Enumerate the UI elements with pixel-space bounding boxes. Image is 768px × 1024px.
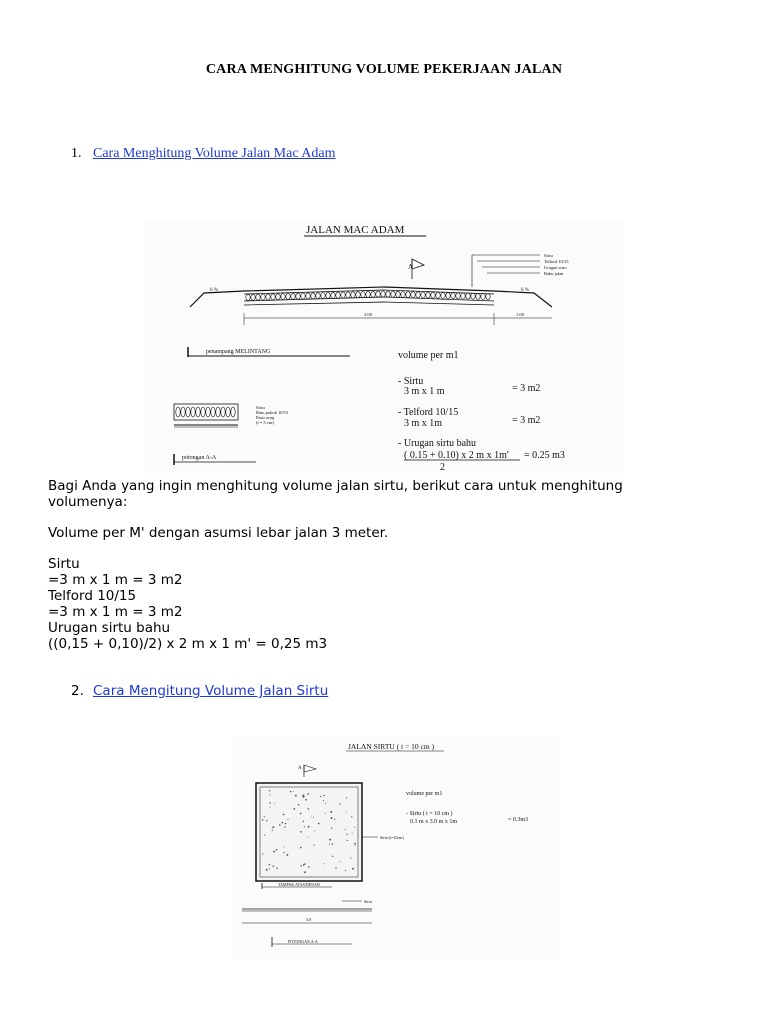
telford-result: = 3 m2 <box>512 415 541 426</box>
urugan-calc: ( 0.15 + 0.10) x 2 m x 1m' <box>404 450 509 461</box>
mac-adam-drawing <box>144 221 624 473</box>
detail-stones <box>176 407 235 417</box>
dim-label: 3.0 <box>306 917 311 922</box>
assumption-paragraph: Volume per M' dengan asumsi lebar jalan 3 meter. <box>48 525 389 541</box>
sirtu-result: = 3 m2 <box>512 383 541 394</box>
telford-calc: 3 m x 1m <box>404 418 443 429</box>
detail-label: (t = 5 cm) <box>256 420 274 425</box>
slope-left: 6 % <box>210 288 218 293</box>
sirtu-label: - Sirtu ( t = 10 cm ) <box>406 811 453 817</box>
urugan-label: - Urugan sirtu bahu <box>398 438 477 449</box>
potongan-label: POTONGAN A-A <box>288 939 318 944</box>
figure-heading: JALAN SIRTU ( t = 10 cm ) <box>348 742 435 751</box>
volume-title: volume per m1 <box>406 791 443 797</box>
list-number: 2. <box>71 683 84 699</box>
sirtu-calc: 3 m x 1 m <box>404 386 445 397</box>
list-item-2 <box>71 683 328 699</box>
plan-label: TAMPAK ATAS/DENAH <box>278 882 320 887</box>
layer-label: Sirtu <box>544 253 553 258</box>
layer-label: Bahu jalan <box>544 271 564 276</box>
calc-line: =3 m x 1 m = 3 m2 <box>48 572 183 588</box>
sirtu-label: - Sirtu <box>398 376 424 387</box>
dim-shoulder: 1.00 <box>516 312 524 317</box>
jalan-sirtu-drawing <box>232 737 560 959</box>
small-label: Sirtu <box>364 899 372 904</box>
layer-label: Telford 10/15 <box>544 259 569 264</box>
page-title: CARA MENGHITUNG VOLUME PEKERJAAN JALAN <box>205 62 563 77</box>
volume-title: volume per m1 <box>398 350 459 361</box>
side-label: Sirtu (t=10cm) <box>380 835 404 840</box>
calc-line: ((0,15 + 0,10)/2) x 2 m x 1 m' = 0,25 m3 <box>48 636 328 652</box>
section-label: A <box>298 766 302 771</box>
detail-label: Pasir urug <box>256 415 275 420</box>
calc-line: Telford 10/15 <box>48 588 137 604</box>
calculation-block <box>48 556 688 652</box>
link-mac-adam[interactable]: Cara Menghitung Volume Jalan Mac Adam <box>93 146 336 161</box>
telford-label: - Telford 10/15 <box>398 407 459 418</box>
calc-line: Urugan sirtu bahu <box>48 620 171 636</box>
urugan-result: = 0.25 m3 <box>524 450 565 461</box>
dim-center: 3.00 <box>364 312 372 317</box>
urugan-denominator: 2 <box>440 462 445 473</box>
sirtu-result: = 0.3m3 <box>508 817 529 823</box>
link-jalan-sirtu[interactable]: Cara Mengitung Volume Jalan Sirtu <box>93 683 329 699</box>
calc-line: Sirtu <box>48 556 80 572</box>
layer-label: Urugan sirtu <box>544 265 567 270</box>
figure-jalan-sirtu <box>232 737 560 959</box>
potongan-label: potongan A-A <box>182 455 217 461</box>
section-label: A <box>408 263 414 271</box>
figure-heading: JALAN MAC ADAM <box>306 224 405 236</box>
figure-mac-adam <box>144 221 624 473</box>
list-number: 1. <box>71 146 82 161</box>
list-item-1 <box>71 146 336 162</box>
slope-right: 6 % <box>521 288 529 293</box>
calc-line: =3 m x 1 m = 3 m2 <box>48 604 183 620</box>
sirtu-calc: 0.1 m x 3.0 m x 1m <box>410 819 458 825</box>
cross-section-label: penampang MELINTANG <box>206 349 271 355</box>
detail-label: Sirtu <box>256 405 265 410</box>
detail-label: Batu pokok 10/15 <box>256 410 289 415</box>
intro-paragraph: Bagi Anda yang ingin menghitung volume jalan sirtu, berikut cara untuk menghitung volumenya: <box>48 478 623 510</box>
